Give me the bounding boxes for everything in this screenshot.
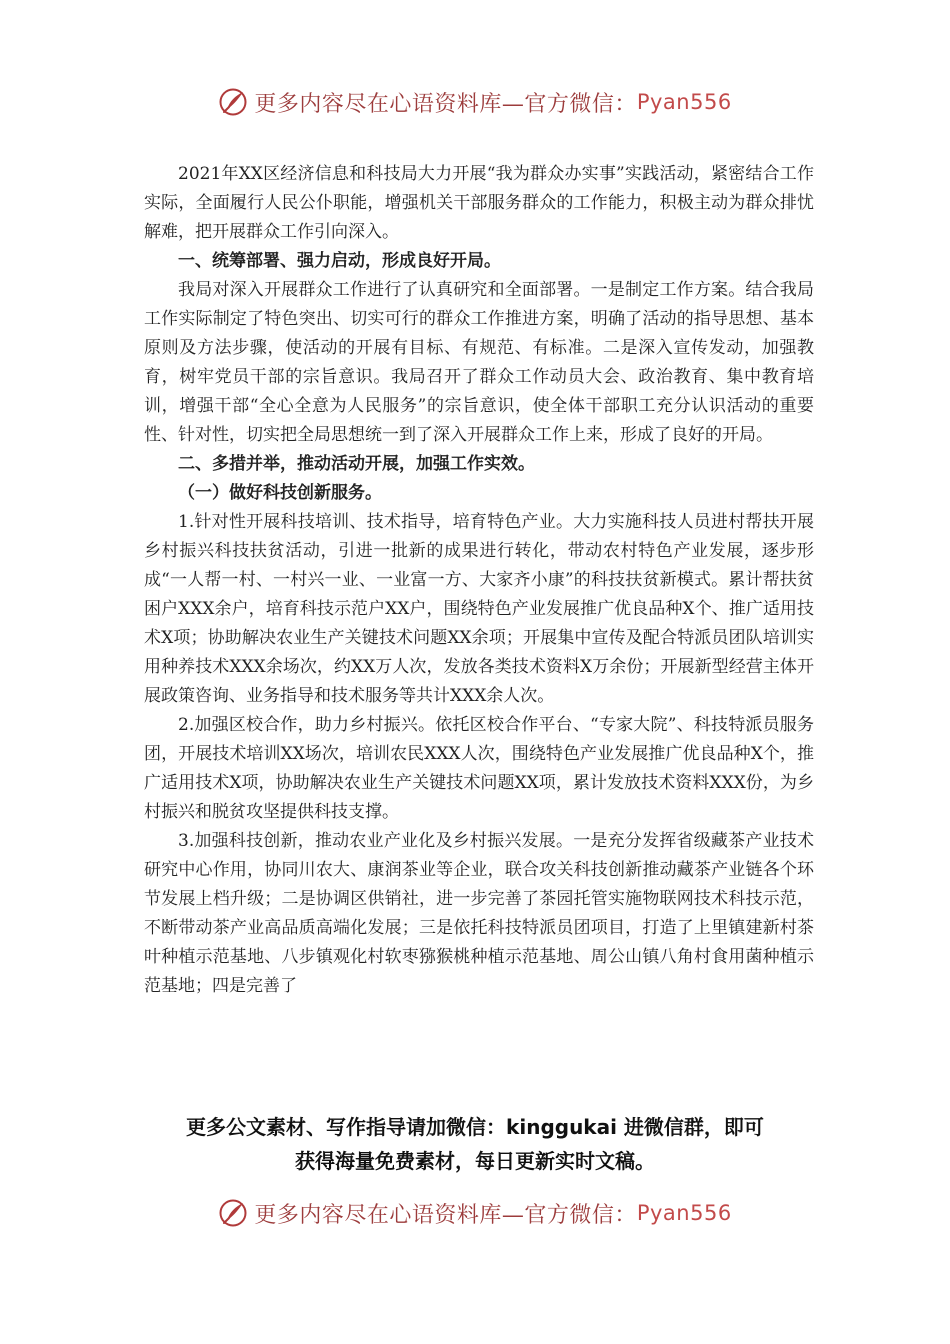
- body-paragraph: 2.加强区校合作，助力乡村振兴。依托区校合作平台、“专家大院”、科技特派员服务团，开展技术培训XX场次，培训农民XXX人次，围绕特色产业发展推广优良品种X个，推广适用技术X项，协助解决农业生产关键技术问题XX项，累计发放技术资料XXX份，为乡村振兴和脱贫攻坚提供科技支撑。: [144, 715, 814, 822]
- header-banner-text: 更多内容尽在心语资料库—官方微信：: [254, 91, 637, 117]
- footer-banner: [0, 1193, 950, 1233]
- footer-wechat-id: Pyan556: [636, 1201, 732, 1225]
- body-paragraph: 1.针对性开展科技培训、技术指导，培育特色产业。大力实施科技人员进村帮扶开展乡村振兴科技扶贫活动，引进一批新的成果进行转化，带动农村特色产业发展，逐步形成“一人帮一村、一村兴一业、一业富一方、大家齐小康”的科技扶贫新模式。累计帮扶贫困户XXX余户，培育科技示范户XX户，围绕特色产业发展推广优良品种X个、推广适用技术X项；协助解决农业生产关键技术问题XX余项；开展集中宣传及配合特派员团队培训实用种养技术XXX余场次，约XX万人次，发放各类技术资料X万余份；开展新型经营主体开展政策咨询、业务指导和技术服务等共计XXX余人次。: [144, 512, 814, 706]
- header-banner: [0, 82, 950, 122]
- section-heading-1: 一、统筹部署、强力启动，形成良好开局。: [178, 251, 501, 271]
- promo-line-2: 获得海量免费素材，每日更新实时文稿。: [295, 1149, 655, 1173]
- quill-logo-icon: [218, 1198, 248, 1228]
- quill-logo-icon: [218, 87, 248, 117]
- promo-notice: [100, 1110, 850, 1178]
- document-body: [144, 160, 814, 1001]
- footer-banner-text: 更多内容尽在心语资料库—官方微信：: [254, 1202, 637, 1228]
- header-wechat-id: Pyan556: [636, 90, 732, 114]
- promo-line-1: 更多公文素材、写作指导请加微信：kinggukai 进微信群，即可: [186, 1115, 764, 1139]
- body-paragraph: 我局对深入开展群众工作进行了认真研究和全面部署。一是制定工作方案。结合我局工作实际制定了特色突出、切实可行的群众工作推进方案，明确了活动的指导思想、基本原则及方法步骤，使活动的开展有目标、有规范、有标准。二是深入宣传发动，加强教育，树牢党员干部的宗旨意识。我局召开了群众工作动员大会、政治教育、集中教育培训，增强干部“全心全意为人民服务”的宗旨意识，使全体干部职工充分认识活动的重要性、针对性，切实把全局思想统一到了深入开展群众工作上来，形成了良好的开局。: [144, 280, 814, 445]
- section-heading-2: 二、多措并举，推动活动开展，加强工作实效。: [178, 454, 535, 474]
- body-paragraph: 3.加强科技创新，推动农业产业化及乡村振兴发展。一是充分发挥省级藏茶产业技术研究中心作用，协同川农大、康润茶业等企业，联合攻关科技创新推动藏茶产业链各个环节发展上档升级；二是协调区供销社，进一步完善了茶园托管实施物联网技术科技示范，不断带动茶产业高品质高端化发展；三是依托科技特派员团项目，打造了上里镇建新村茶叶种植示范基地、八步镇观化村软枣猕猴桃种植示范基地、周公山镇八角村食用菌种植示范基地；四是完善了: [144, 831, 814, 996]
- subsection-heading-1: （一）做好科技创新服务。: [178, 483, 382, 503]
- intro-paragraph: 2021年XX区经济信息和科技局大力开展“我为群众办实事”实践活动，紧密结合工作实际，全面履行人民公仆职能，增强机关干部服务群众的工作能力，积极主动为群众排忧解难，把开展群众工作引向深入。: [144, 164, 814, 242]
